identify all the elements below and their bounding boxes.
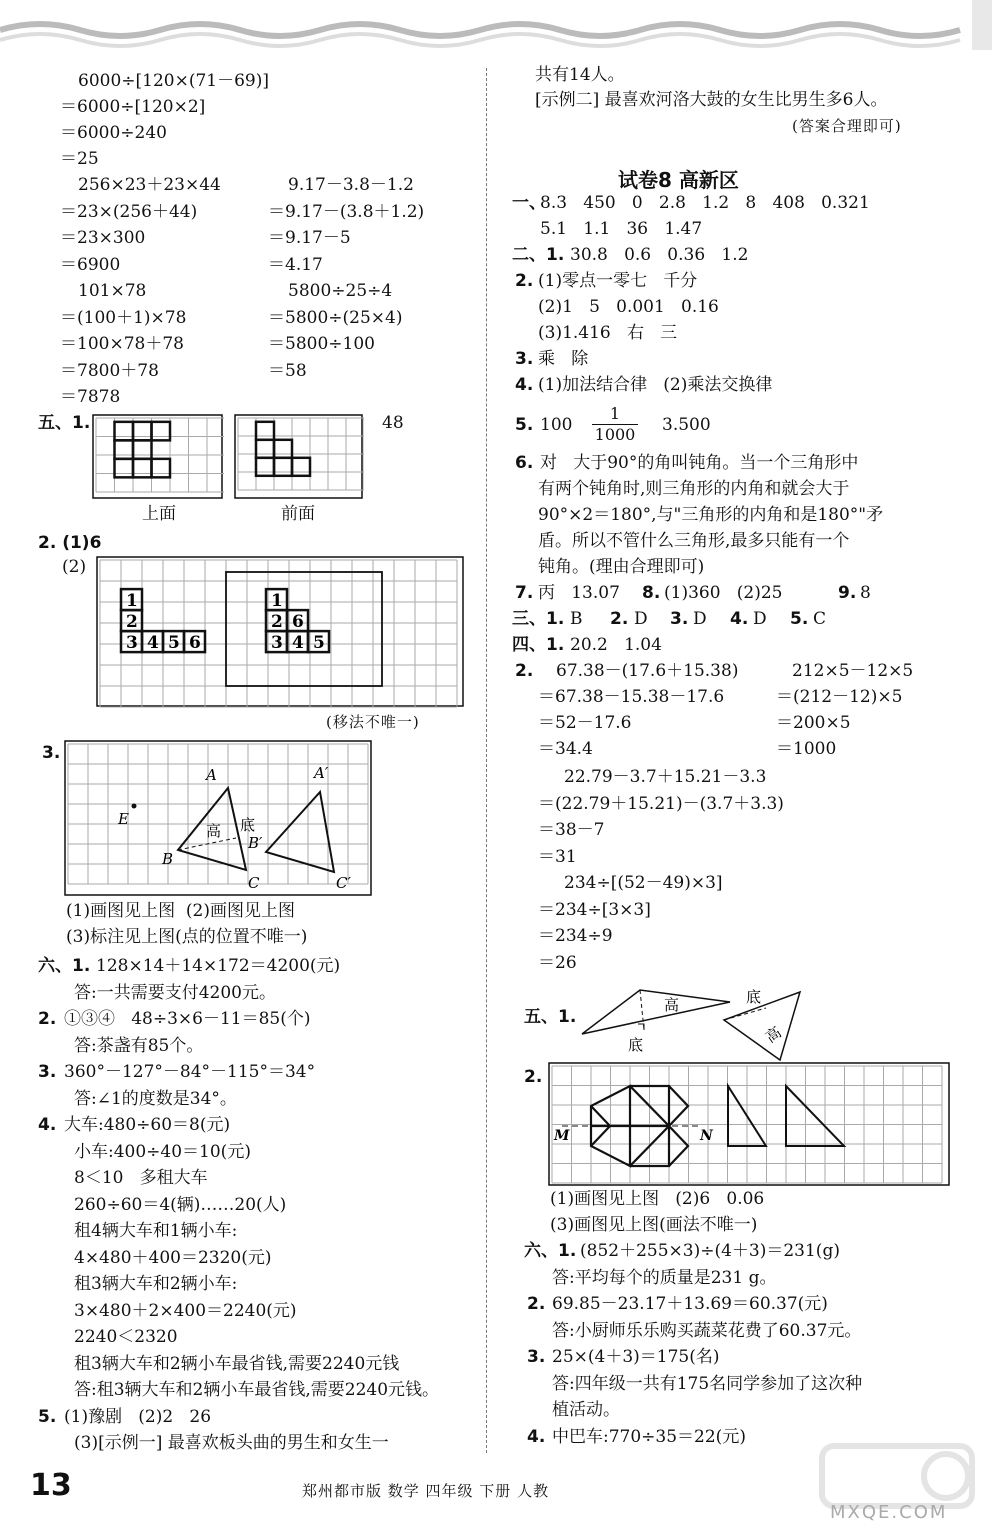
axis-label-m: M (554, 1128, 570, 1144)
right-s2-text: 乘 除 (538, 349, 589, 369)
vertex-label: A (206, 766, 217, 784)
left-s5-48: 48 (382, 413, 404, 433)
calc-pair-left: ＝100×78＋78 (60, 334, 184, 354)
calc-line: ＝25 (60, 149, 99, 169)
left-s6-text: 租4辆大车和1辆小车: (74, 1221, 238, 1241)
right-s6-num: 六、1. (524, 1241, 577, 1261)
left-s6-num: 5. (38, 1406, 57, 1427)
calc-pair-left: ＝52－17.6 (538, 713, 632, 733)
triangle-note: (3)标注见上图(点的位置不唯一) (66, 927, 308, 947)
right-q5-fraction (592, 404, 638, 445)
right-q5-num: 5. (515, 415, 534, 435)
calc-line: ＝6000÷[120×2] (60, 97, 206, 117)
watermark-text: MXQE.COM (830, 1502, 948, 1523)
left-s6-text: 260÷60＝4(辆)……20(人) (74, 1194, 287, 1215)
right-q6-text: 钝角。(理由合理即可) (538, 557, 705, 577)
right-s5-1: 五、1. (524, 1007, 577, 1027)
calc-line: ＝31 (538, 846, 577, 867)
calc-pair-left: ＝(100＋1)×78 (60, 307, 187, 328)
front-view-cube (274, 458, 292, 476)
right-top-note: (答案合理即可) (792, 117, 902, 135)
right-q6-text: 90°×2＝180°,与"三角形的内角和是180°"矛 (538, 505, 884, 525)
calc-pair-left: ＝6900 (60, 254, 121, 275)
left-s6-text: 大车:480÷60＝8(元) (64, 1115, 231, 1135)
height-base-triangles (570, 976, 830, 1066)
right-s2-text: (2)1 5 0.001 0.16 (538, 297, 719, 317)
vertex-label: E (118, 810, 129, 828)
calc-pair-right: 5800÷25÷4 (288, 281, 393, 301)
front-view-cube (292, 458, 310, 476)
right-s2-text: (1)加法结合律 (2)乘法交换律 (538, 375, 773, 395)
calc-pair-right: ＝9.17－5 (268, 228, 351, 248)
front-view-cube (256, 458, 274, 476)
calc-pair-left: ＝7800＋78 (60, 360, 159, 381)
right-q6-text: 对 大于90°的角叫钝角。当一个三角形中 (540, 453, 859, 473)
calc-pair-right: ＝9.17－(3.8＋1.2) (268, 201, 425, 222)
right-s3-3-num: 3. (670, 609, 689, 629)
square-number: 3 (126, 633, 138, 654)
left-s6-text: 360°－127°－84°－115°＝34° (64, 1062, 316, 1082)
top-view-cube (152, 459, 171, 478)
right-s3-4-ans: D (753, 609, 767, 629)
base-label: 底 (240, 816, 256, 834)
right-q5-a: 100 (540, 415, 573, 435)
left-s6-num: 3. (38, 1062, 57, 1082)
front-view-label: 前面 (281, 504, 315, 524)
right-s2-num: 二、1. (512, 245, 565, 265)
move-frame (226, 572, 382, 686)
triangle-note: (1)画图见上图 (2)画图见上图 (66, 901, 295, 921)
left-s6-text: 4×480＋400＝2320(元) (74, 1247, 272, 1268)
calc-line: ＝38－7 (538, 820, 605, 840)
left-s6-text: 租3辆大车和2辆小车最省钱,需要2240元钱 (74, 1353, 400, 1374)
left-s6-text: 128×14＋14×172＝4200(元) (96, 956, 341, 976)
top-view-cube (133, 422, 152, 441)
left-s6-text: (1)豫剧 (2)2 26 (64, 1406, 212, 1427)
right-s4-1-num: 四、1. (512, 635, 565, 655)
vertex-label: B (162, 850, 174, 868)
front-view-grid (234, 414, 364, 500)
left-s6-text: 答:∠1的度数是34°。 (74, 1088, 237, 1109)
right-s6-text: 答:四年级一共有175名同学参加了这次种 (552, 1373, 863, 1394)
square-number: 2 (271, 612, 283, 633)
left-s6-num: 4. (38, 1115, 57, 1135)
front-view-cube (274, 440, 292, 458)
footer-text: 郑州都市版 数学 四年级 下册 人教 (302, 1482, 550, 1500)
right-s6-text: 答:平均每个的质量是231 g。 (552, 1267, 777, 1288)
front-view-cube (256, 422, 274, 440)
right-q6-num: 6. (515, 453, 534, 473)
calc-pair-right: ＝1000 (776, 739, 837, 759)
symmetry-grid (548, 1062, 950, 1186)
calc-pair-right: ＝(212－12)×5 (776, 687, 903, 707)
left-s5-2b: (2) (62, 557, 87, 577)
move-grid (96, 556, 464, 708)
vertex-label: C′ (336, 874, 351, 892)
left-s6-text: 8＜10 多租大车 (74, 1168, 208, 1188)
vertex-label: A′ (314, 764, 329, 782)
square-number: 6 (189, 633, 201, 654)
calc-line: 22.79－3.7＋15.21－3.3 (564, 767, 767, 787)
right-s6-text: 植活动。 (552, 1400, 620, 1420)
left-s6-text: 3×480＋2×400＝2240(元) (74, 1300, 297, 1321)
right-s3-1-ans: B (570, 609, 583, 629)
point-e (132, 804, 137, 809)
right-s3-5-num: 5. (790, 609, 809, 629)
right-q6-text: 盾。所以不管什么三角形,最多只能有一个 (538, 531, 850, 551)
triangle-grid (64, 740, 372, 896)
calc-line: ＝(22.79＋15.21)－(3.7＋3.3) (538, 793, 784, 814)
vertex-label: C (248, 874, 260, 892)
top-view-grid (92, 414, 224, 500)
right-q8-text: (1)360 (2)25 (664, 583, 783, 603)
right-s1-text: 5.1 1.1 36 1.47 (540, 219, 703, 239)
square-number: 5 (313, 633, 325, 654)
height-label: 底 (746, 988, 762, 1006)
calc-pair-right: 9.17－3.8－1.2 (288, 175, 414, 195)
left-s6-text: 小车:400÷40＝10(元) (74, 1141, 251, 1162)
symmetry-note: (3)画图见上图(画法不唯一) (550, 1215, 758, 1235)
right-s2-text: (3)1.416 右 三 (538, 323, 678, 343)
calc-line: ＝234÷[3×3] (538, 899, 651, 920)
base-label: 底 (628, 1036, 644, 1054)
right-s6-text: 25×(4＋3)＝175(名) (552, 1347, 720, 1367)
calc-line: 6000÷[120×(71－69)] (78, 71, 269, 91)
right-s6-num: 4. (527, 1426, 546, 1447)
right-s3-4-num: 4. (730, 609, 749, 629)
right-top-line-1: 共有14人。 (535, 65, 625, 85)
left-s6-text: 答:茶盏有85个。 (74, 1035, 204, 1056)
top-view-cube (115, 422, 134, 441)
left-s5-2: 2. (1)6 (38, 533, 102, 553)
left-s6-text: 2240＜2320 (74, 1327, 178, 1347)
top-view-cube (133, 459, 152, 478)
header-wave-decoration (0, 0, 992, 50)
right-triangle-enlarged (786, 1086, 844, 1146)
right-q7-num: 7. (515, 583, 534, 603)
height-label: 高 (206, 822, 222, 840)
fraction-denominator: 1000 (594, 425, 636, 444)
right-s5-2: 2. (524, 1067, 543, 1087)
calc-pair-left: 67.38－(17.6＋15.38) (556, 661, 739, 681)
calc-line: ＝234÷9 (538, 926, 613, 946)
height-label: 高 (664, 996, 680, 1014)
page-number: 13 (30, 1468, 72, 1503)
top-view-cube (115, 440, 134, 459)
right-s3-1-num: 三、1. (512, 609, 565, 629)
calc-line: ＝26 (538, 952, 577, 973)
top-view-label: 上面 (142, 504, 176, 524)
calc-pair-left: ＝67.38－15.38－17.6 (538, 687, 725, 707)
right-s6-text: 69.85－23.17＋13.69＝60.37(元) (552, 1294, 828, 1314)
base-label: 高 (762, 1023, 785, 1047)
square-number: 6 (292, 612, 304, 633)
paper-title: 试卷8 高新区 (618, 168, 739, 192)
right-q9-num: 9. (838, 583, 857, 603)
calc-pair-left: 101×78 (78, 281, 147, 301)
right-s1-text: 8.3 450 0 2.8 1.2 8 408 0.321 (540, 193, 870, 213)
front-view-cube (256, 440, 274, 458)
calc-pair-right: ＝200×5 (776, 713, 851, 733)
left-s5-label: 五、1. (38, 413, 91, 433)
right-s2-text: (1)零点一零七 千分 (538, 271, 698, 291)
square-number: 4 (292, 633, 304, 654)
square-number: 2 (126, 612, 138, 633)
left-s6-text: 答:租3辆大车和2辆小车最省钱,需要2240元钱。 (74, 1380, 440, 1400)
right-s1-num: 一、 (512, 193, 546, 213)
right-s2-num: 2. (515, 271, 534, 291)
top-view-cube (152, 422, 171, 441)
column-divider (486, 68, 487, 1453)
right-s6-text: 中巴车:770÷35＝22(元) (552, 1426, 746, 1447)
right-s4-2-num: 2. (515, 661, 534, 681)
top-view-cube (133, 440, 152, 459)
left-s6-num: 2. (38, 1009, 57, 1029)
right-s6-text: (852＋255×3)÷(4＋3)＝231(g) (580, 1241, 840, 1261)
vertex-label: B′ (248, 834, 263, 852)
left-s6-text: ①③④ 48÷3×6－11＝85(个) (64, 1009, 311, 1029)
calc-line: 234÷[(52－49)×3] (564, 873, 723, 893)
right-q6-text: 有两个钝角时,则三角形的内角和就会大于 (538, 479, 850, 499)
top-view-cube (115, 459, 134, 478)
right-s3-2-ans: D (634, 609, 648, 629)
calc-line: ＝6000÷240 (60, 123, 167, 143)
square-number: 1 (126, 591, 138, 612)
fraction-numerator: 1 (592, 404, 638, 425)
calc-pair-left: 256×23＋23×44 (78, 175, 221, 195)
right-s2-text: 30.8 0.6 0.36 1.2 (570, 245, 749, 265)
right-s2-num: 4. (515, 375, 534, 395)
calc-pair-right: ＝5800÷(25×4) (268, 307, 403, 328)
calc-pair-right: 212×5－12×5 (792, 661, 914, 681)
right-q7-text: 丙 13.07 (538, 583, 620, 603)
right-s2-num: 3. (515, 349, 534, 369)
calc-pair-left: ＝34.4 (538, 739, 593, 759)
right-q5-b: 3.500 (662, 415, 711, 435)
square-number: 4 (147, 633, 159, 654)
left-s6-text: (3)[示例一] 最喜欢板头曲的男生和女生一 (74, 1433, 389, 1453)
calc-pair-left: ＝23×300 (60, 228, 146, 248)
left-s6-text: 租3辆大车和2辆小车: (74, 1274, 238, 1294)
square-number: 3 (271, 633, 283, 654)
calc-pair-right: ＝4.17 (268, 254, 323, 275)
calc-pair-left: ＝7878 (60, 387, 121, 407)
calc-pair-right: ＝5800÷100 (268, 334, 375, 354)
right-s6-num: 2. (527, 1294, 546, 1314)
calc-pair-right: ＝58 (268, 360, 307, 381)
right-q9-text: 8 (860, 583, 871, 603)
right-s6-num: 3. (527, 1347, 546, 1367)
right-s3-3-ans: D (693, 609, 707, 629)
right-s4-1-text: 20.2 1.04 (570, 635, 662, 655)
left-s5-3: 3. (42, 743, 61, 763)
square-number: 5 (168, 633, 180, 654)
right-s6-text: 答:小厨师乐乐购买蔬菜花费了60.37元。 (552, 1320, 862, 1341)
right-s3-5-ans: C (813, 609, 827, 629)
right-top-line-2: [示例二] 最喜欢河洛大鼓的女生比男生多6人。 (535, 90, 888, 110)
right-s3-2-num: 2. (610, 609, 629, 629)
axis-label-n: N (700, 1128, 713, 1144)
symmetry-note: (1)画图见上图 (2)6 0.06 (550, 1189, 765, 1209)
left-s6-num: 六、1. (38, 956, 91, 976)
calc-pair-left: ＝23×(256＋44) (60, 201, 198, 222)
right-q8-num: 8. (642, 583, 661, 603)
left-s6-text: 答:一共需要支付4200元。 (74, 982, 276, 1003)
left-s5-2-note: (移法不唯一) (326, 713, 420, 731)
square-number: 1 (271, 591, 283, 612)
